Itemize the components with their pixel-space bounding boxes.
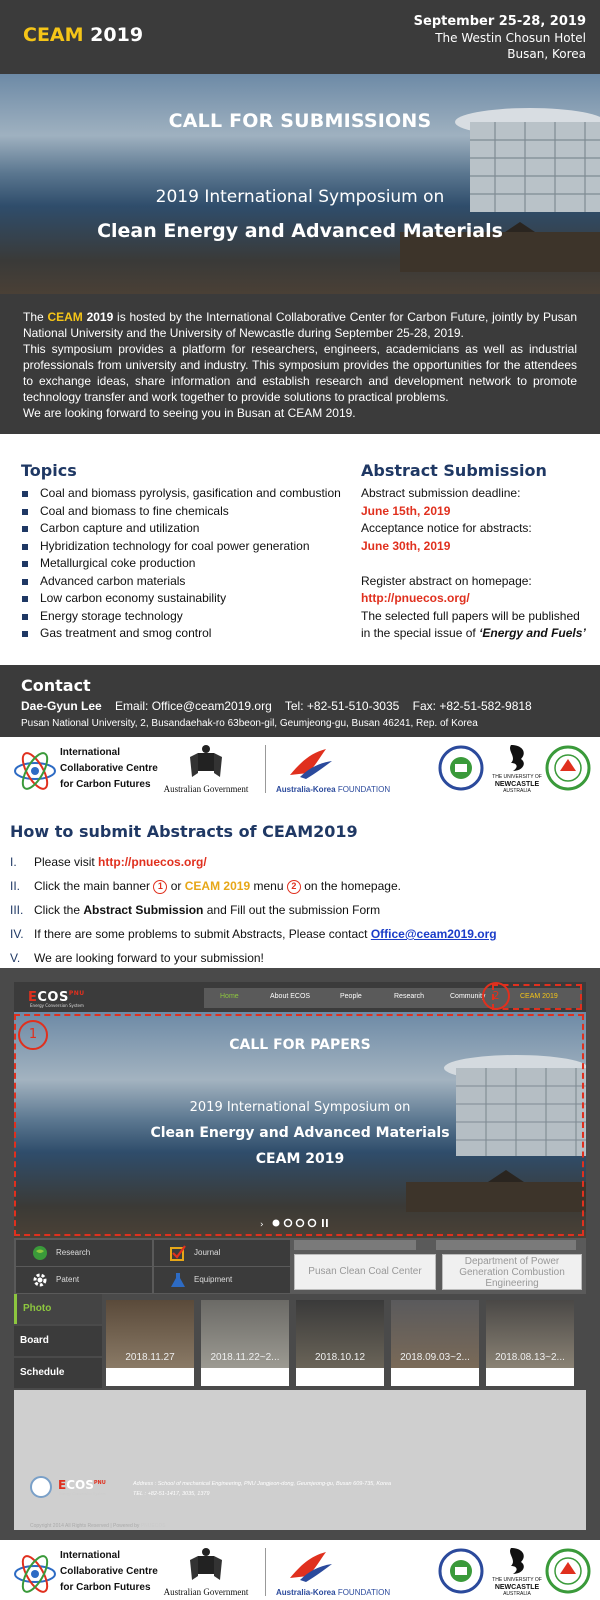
notice-date: June 30th, 2019: [361, 538, 451, 553]
iccc-logo: International Collaborative Centre for Carbon Futures: [12, 745, 142, 795]
quick-research-button[interactable]: Research: [16, 1240, 152, 1266]
event-city: Busan, Korea: [507, 47, 586, 61]
pnu-seal-icon: [438, 745, 484, 791]
ecos-main-banner[interactable]: CALL FOR PAPERS 2019 International Symposium on Clean Energy and Advanced Materials CEAM 2019 ›: [14, 1012, 586, 1238]
atom-icon: [12, 1552, 58, 1596]
bullet-icon: [22, 509, 28, 515]
howto-title: How to submit Abstracts of CEAM2019: [10, 822, 358, 841]
contact-section: [0, 665, 600, 737]
photo-thumbnail[interactable]: 2018.11.27: [106, 1300, 194, 1386]
contact-tel: Tel: +82-51-510-3035: [284, 699, 400, 713]
topic-item: Coal and biomass to fine chemicals: [22, 503, 352, 521]
flask-icon: [170, 1272, 186, 1288]
topics-heading: Topics: [21, 461, 77, 480]
contact-name: Dae-Gyun Lee: [21, 699, 102, 713]
kangaroo-icon: [286, 743, 336, 781]
deadline-date: June 15th, 2019: [361, 503, 451, 518]
menu-community[interactable]: Community: [450, 993, 486, 1000]
intro-paragraph-2: This symposium provides a platform for researchers, engineers, academicians as well as industrial professionals from university and industry. This symposium provides the opportunities for the attendees to exchange ideas, share information and establish research and development network to promote technology transfer and work together to provide solutions to practical problems.: [23, 342, 577, 404]
howto-steps: [10, 850, 595, 970]
tab-board[interactable]: Board: [14, 1326, 102, 1356]
australian-government-logo: Australian Government: [158, 743, 254, 797]
homepage-screenshot: [0, 968, 600, 1540]
gear-icon: [32, 1272, 48, 1288]
university-seal-icon: [545, 745, 591, 791]
banner-highlight: [14, 1014, 584, 1236]
register-link[interactable]: http://pnuecos.org/: [361, 591, 470, 605]
bullet-icon: [22, 561, 28, 567]
menu-home[interactable]: Home: [220, 993, 239, 1000]
topic-item: Coal and biomass pyrolysis, gasification and combustion: [22, 485, 352, 503]
contact-email: Email: Office@ceam2019.org: [115, 699, 272, 713]
contact-fax: Fax: +82-51-582-9818: [412, 699, 532, 713]
sponsor-logos: [0, 737, 600, 801]
ecos-footer-logo: $ECOS^{PNU}$: [58, 1478, 106, 1492]
howto-step: IV. If there are some problems to submit Abstracts, Please contact Office@ceam2019.org: [10, 927, 497, 941]
tab-photo[interactable]: Photo: [14, 1294, 102, 1324]
hero-title: Clean Energy and Advanced Materials: [97, 220, 503, 242]
abstract-heading: Abstract Submission: [361, 461, 547, 480]
quick-patent-button[interactable]: Patent: [16, 1267, 152, 1293]
contact-heading: Contact: [21, 676, 91, 695]
topic-item: Gas treatment and smog control: [22, 625, 352, 643]
intro-paragraph-1: The CEAM 2019 is hosted by the International Collaborative Center for Carbon Future, jointly by Pusan National University and the University of Newcastle during September 25-28, 2019.: [23, 310, 577, 340]
contact-address: Pusan National University, 2, Busandaehak-ro 63beon-gil, Geumjeong-gu, Busan 46241, Rep. of Korea: [21, 718, 478, 729]
seahorse-icon: [503, 743, 531, 773]
photo-thumbnail[interactable]: 2018.11.22~2...: [201, 1300, 289, 1386]
howto-step: II. Click the main banner 1 or CEAM 2019 menu 2 on the homepage.: [10, 879, 401, 893]
brand-logo: CEAM 2019: [23, 24, 144, 46]
footer-address: Address : School of mechanical Engineering, PNU Jangjeon-dong, Geumjeong-gu, Busan 609-735, Korea TEL : +82-51-1417, 3035, 1379: [133, 1481, 392, 1497]
marker-2: 2: [482, 982, 510, 1010]
topics-list: [22, 485, 352, 643]
tab-schedule[interactable]: Schedule: [14, 1358, 102, 1388]
svg-text:›: ›: [260, 1220, 264, 1229]
akf-logo: Australia-Korea FOUNDATION: [276, 1546, 386, 1600]
hero-banner: [0, 74, 600, 294]
topic-item: Carbon capture and utilization: [22, 520, 352, 538]
ecos-logo: $ECOS^{PNU}$: [28, 990, 85, 1005]
menu-research[interactable]: Research: [394, 993, 424, 1000]
topic-item: Low carbon economy sustainability: [22, 590, 352, 608]
bullet-icon: [22, 614, 28, 620]
abstract-info: Abstract submission deadline: June 15th, 2019 Acceptance notice for abstracts: June 30th, 2019 Register abstract on homepage: http://pnuecos.org/ The selected full papers will be published in the special issue of ‘Energy and Fuels’: [361, 485, 597, 643]
intro-text: [0, 294, 600, 434]
bullet-icon: [22, 579, 28, 585]
university-seal-icon: [545, 1548, 591, 1594]
atom-icon: [12, 749, 58, 793]
photo-thumbnail[interactable]: 2018.09.03~2...: [391, 1300, 479, 1386]
intro-paragraph-3: We are looking forward to seeing you in Busan at CEAM 2019.: [23, 406, 356, 420]
journal-name: ‘Energy and Fuels’: [479, 626, 586, 640]
ecos-navbar: $ECOS^{PNU}$ Energy Conversion System Home About ECOS People Research Community CEAM 2019: [14, 982, 586, 1012]
photo-gallery: [14, 1294, 586, 1390]
pusan-clean-coal-center-link[interactable]: Pusan Clean Coal Center: [294, 1254, 436, 1290]
seahorse-icon: [503, 1546, 531, 1576]
office-email-link[interactable]: Office@ceam2019.org: [370, 927, 497, 941]
ecos-footer: $ECOS^{PNU}$ Energy Conversion System Address : School of mechanical Engineering, PNU Jangjeon-dong, Geumjeong-gu, Busan 609-735, Korea TEL : +82-51-1417, 3035, 1379 Copyright 2014 All Rights Reserved | Powered by PNUECOS: [30, 1478, 392, 1529]
pnu-seal-icon: [438, 1548, 484, 1594]
topic-item: Advanced carbon materials: [22, 573, 352, 591]
power-generation-dept-link[interactable]: Department of Power Generation Combustion Engineering: [442, 1254, 582, 1290]
globe-icon: [32, 1245, 48, 1261]
howto-step: III. Click the Abstract Submission and Fill out the submission Form: [10, 903, 381, 917]
event-date: September 25-28, 2019: [413, 14, 586, 29]
newcastle-logo: THE UNIVERSITY OF NEWCASTLE AUSTRALIA: [489, 743, 545, 797]
bullet-icon: [22, 631, 28, 637]
bullet-icon: [22, 491, 28, 497]
topic-item: Energy storage technology: [22, 608, 352, 626]
newcastle-logo: THE UNIVERSITY OF NEWCASTLE AUSTRALIA: [489, 1546, 545, 1600]
bullet-icon: [22, 596, 28, 602]
crest-icon: [188, 1546, 224, 1584]
sponsor-logos-bottom: [0, 1540, 600, 1600]
footer-copyright: Copyright 2014 All Rights Reserved | Powered by PNUECOS: [30, 1523, 166, 1529]
bullet-icon: [22, 526, 28, 532]
topic-item: Hybridization technology for coal power generation: [22, 538, 352, 556]
bullet-icon: [22, 544, 28, 550]
kangaroo-icon: [286, 1546, 336, 1584]
iccc-logo: International Collaborative Centre for Carbon Futures: [12, 1548, 142, 1598]
pnu-seal-icon: [30, 1476, 52, 1498]
contact-line: [21, 699, 596, 713]
crest-icon: [188, 743, 224, 781]
pnuecos-link[interactable]: http://pnuecos.org/: [98, 855, 207, 869]
photo-thumbnail[interactable]: 2018.08.13~2...: [486, 1300, 574, 1386]
logo-divider: [265, 745, 266, 793]
marker-2-icon: 2: [287, 880, 301, 894]
quick-links: [14, 1238, 586, 1294]
menu-about[interactable]: About ECOS: [270, 993, 311, 1000]
quick-journal-button[interactable]: Journal: [154, 1240, 290, 1266]
quick-equipment-button[interactable]: Equipment: [154, 1267, 290, 1293]
screenshot-frame: [14, 982, 586, 1530]
photo-thumbnail[interactable]: 2018.10.12: [296, 1300, 384, 1386]
checkbox-icon: [170, 1245, 186, 1261]
topic-item: Metallurgical coke production: [22, 555, 352, 573]
hero-call: CALL FOR SUBMISSIONS: [168, 110, 432, 132]
howto-step: V. We are looking forward to your submission!: [10, 951, 264, 965]
logo-divider: [265, 1548, 266, 1596]
event-info: [414, 14, 586, 62]
header-bar: [0, 0, 600, 74]
australian-government-logo: Australian Government: [158, 1546, 254, 1600]
marker-1-icon: 1: [153, 880, 167, 894]
akf-logo: Australia-Korea FOUNDATION: [276, 743, 386, 797]
howto-step: I. Please visit http://pnuecos.org/: [10, 855, 207, 869]
hero-subtitle: 2019 International Symposium on: [155, 187, 445, 207]
event-venue: The Westin Chosun Hotel: [435, 31, 586, 45]
menu-people[interactable]: People: [340, 993, 362, 1000]
marker-1: 1: [18, 1020, 48, 1050]
menu-ceam2019[interactable]: CEAM 2019: [520, 993, 558, 1000]
